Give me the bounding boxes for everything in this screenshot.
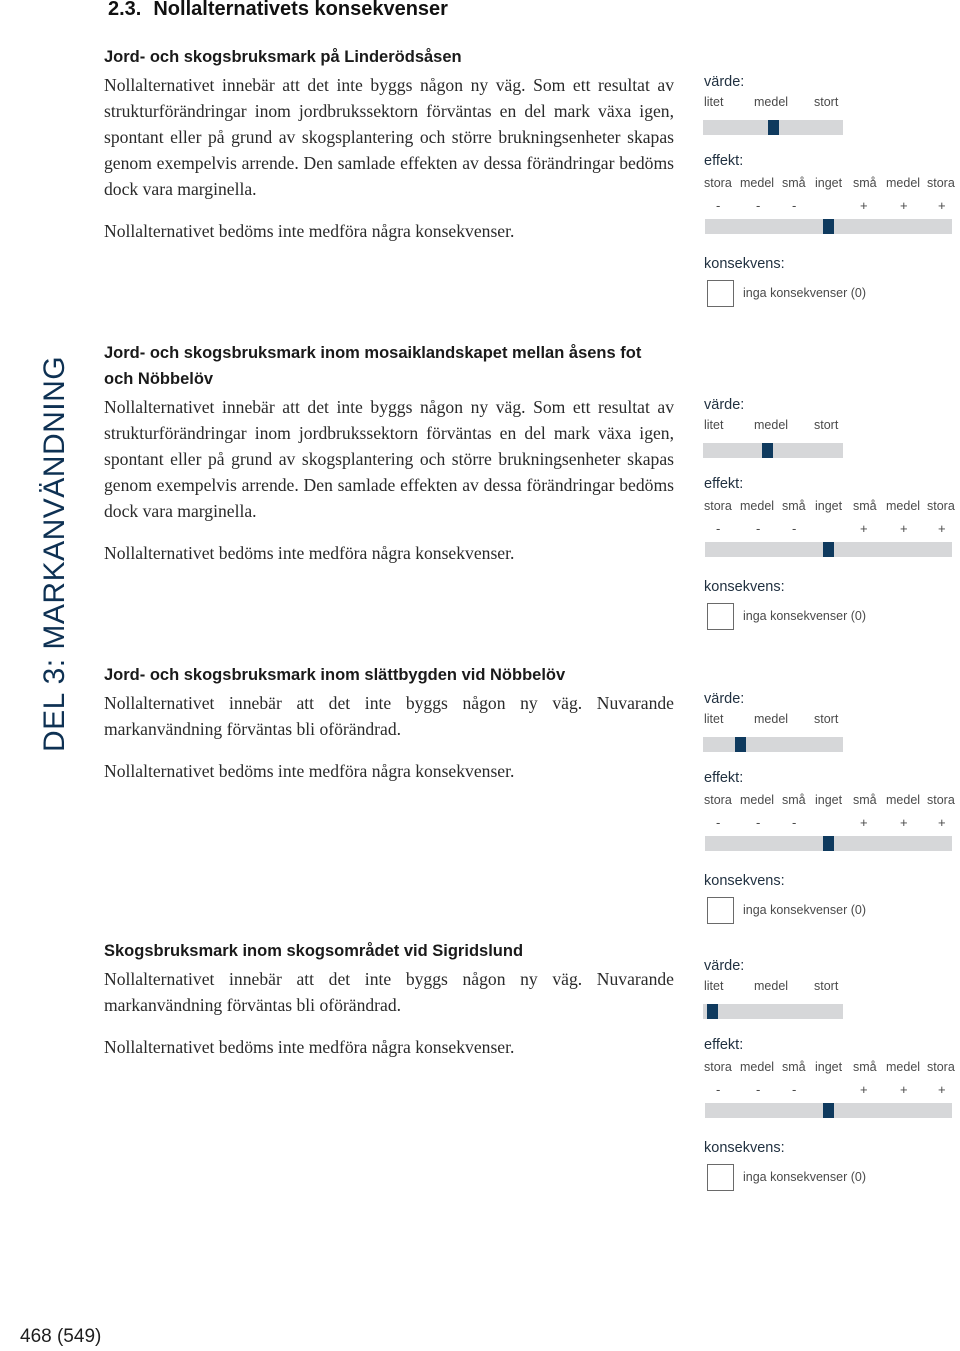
varde-label: värde:: [704, 397, 745, 413]
positive-sign: +: [860, 815, 868, 830]
effekt-label: effekt:: [704, 476, 744, 492]
negative-sign: -: [716, 521, 721, 536]
effekt-tick-label: medel: [886, 176, 921, 190]
negative-sign: -: [792, 198, 797, 213]
effekt-tick-label: medel: [740, 793, 775, 807]
varde-tick-label: stort: [814, 418, 839, 432]
heading-title: Nollalternativets konsekvenser: [153, 0, 448, 20]
page-number: 468 (549): [20, 1326, 102, 1347]
effekt-tick-label: stora: [927, 176, 955, 190]
effekt-tick-label: små: [782, 793, 806, 807]
varde-tick-label: litet: [704, 95, 724, 109]
effekt-tick-label: medel: [740, 499, 775, 513]
negative-sign: -: [716, 815, 721, 830]
varde-tick-label: litet: [704, 418, 724, 432]
effekt-tick-label: små: [782, 499, 806, 513]
konsekvens-value: inga konsekvenser (0): [743, 1170, 866, 1184]
section-conclusion: Nollalternativet bedöms inte medföra några konsekvenser.: [104, 221, 515, 241]
section-conclusion: Nollalternativet bedöms inte medföra några konsekvenser.: [104, 761, 515, 781]
varde-tick-label: stort: [814, 95, 839, 109]
rating-scale: [700, 956, 960, 1196]
varde-marker: [735, 737, 746, 752]
konsekvens-label: konsekvens:: [704, 1140, 785, 1156]
effekt-tick-label: medel: [740, 1060, 775, 1074]
effekt-tick-label: medel: [886, 793, 921, 807]
konsekvens-value: inga konsekvenser (0): [743, 609, 866, 623]
varde-tick-label: litet: [704, 712, 724, 726]
varde-marker: [707, 1004, 718, 1019]
negative-sign: -: [756, 1082, 761, 1097]
varde-tick-label: litet: [704, 979, 724, 993]
effekt-tick-label: inget: [815, 176, 843, 190]
effekt-label: effekt:: [704, 1037, 744, 1053]
varde-bar: [703, 737, 843, 752]
effekt-tick-label: inget: [815, 793, 843, 807]
effekt-marker: [823, 219, 834, 234]
section-sigridslund: [104, 938, 674, 1060]
varde-tick-label: stort: [814, 979, 839, 993]
positive-sign: +: [900, 815, 908, 830]
effekt-tick-label: stora: [704, 176, 732, 190]
varde-tick-label: medel: [754, 418, 789, 432]
konsekvens-value: inga konsekvenser (0): [743, 903, 866, 917]
section-mosaiklandskapet: [104, 340, 674, 566]
rating-scale: [700, 689, 960, 929]
negative-sign: -: [756, 198, 761, 213]
effekt-label: effekt:: [704, 153, 744, 169]
effekt-tick-label: små: [853, 499, 877, 513]
varde-marker: [768, 120, 779, 135]
effekt-tick-label: små: [782, 1060, 806, 1074]
konsekvens-checkbox: [707, 280, 734, 307]
rating-scale: [700, 72, 960, 312]
negative-sign: -: [716, 198, 721, 213]
positive-sign: +: [938, 521, 946, 536]
varde-tick-label: stort: [814, 712, 839, 726]
konsekvens-label: konsekvens:: [704, 873, 785, 889]
rating-scale: [700, 395, 960, 635]
section-body: Nollalternativet innebär att det inte byggs någon ny väg. Som ett resultat av strukturförändringar inom jordbrukssektorn förväntas en del mark växa igen, spontant eller på grund av skogsplantering och större brukningsenheter skapas genom exempelvis arrende. Den samlade effekten av dessa förändringar bedöms dock vara marginella.: [104, 75, 674, 199]
effekt-tick-label: stora: [704, 499, 732, 513]
varde-bar: [703, 1004, 843, 1019]
chapter-heading: [108, 0, 448, 21]
varde-tick-label: medel: [754, 979, 789, 993]
effekt-tick-label: små: [853, 793, 877, 807]
positive-sign: +: [860, 1082, 868, 1097]
varde-bar: [703, 443, 843, 458]
section-body: Nollalternativet innebär att det inte byggs någon ny väg. Som ett resultat av strukturförändringar inom jordbrukssektorn förväntas en del mark växa igen, spontant eller på grund av skogsplantering och större brukningsenheter skapas genom exempelvis arrende. Den samlade effekten av dessa förändringar bedöms dock vara marginella.: [104, 397, 674, 521]
konsekvens-checkbox: [707, 603, 734, 630]
effekt-tick-label: medel: [886, 499, 921, 513]
effekt-tick-label: medel: [886, 1060, 921, 1074]
varde-label: värde:: [704, 74, 745, 90]
negative-sign: -: [756, 815, 761, 830]
section-conclusion: Nollalternativet bedöms inte medföra några konsekvenser.: [104, 1037, 515, 1057]
section-conclusion: Nollalternativet bedöms inte medföra några konsekvenser.: [104, 543, 515, 563]
section-slattbygden: [104, 662, 674, 784]
varde-marker: [762, 443, 773, 458]
section-title: Jord- och skogsbruksmark på Linderödsåsen: [104, 48, 462, 66]
effekt-tick-label: stora: [927, 1060, 955, 1074]
part-side-label: DEL 3: MARKANVÄNDNING: [38, 355, 71, 752]
konsekvens-value: inga konsekvenser (0): [743, 286, 866, 300]
section-linderodsasen: [104, 44, 674, 244]
konsekvens-checkbox: [707, 897, 734, 924]
section-title: Jord- och skogsbruksmark inom slättbygden vid Nöbbelöv: [104, 666, 566, 684]
negative-sign: -: [792, 521, 797, 536]
effekt-tick-label: små: [782, 176, 806, 190]
positive-sign: +: [938, 1082, 946, 1097]
varde-label: värde:: [704, 958, 745, 974]
positive-sign: +: [938, 198, 946, 213]
negative-sign: -: [716, 1082, 721, 1097]
konsekvens-label: konsekvens:: [704, 256, 785, 272]
konsekvens-label: konsekvens:: [704, 579, 785, 595]
section-title: Jord- och skogsbruksmark inom mosaiklandskapet mellan åsens fot och Nöbbelöv: [104, 344, 642, 388]
varde-tick-label: medel: [754, 95, 789, 109]
effekt-tick-label: stora: [704, 793, 732, 807]
effekt-marker: [823, 1103, 834, 1118]
positive-sign: +: [900, 198, 908, 213]
effekt-tick-label: små: [853, 176, 877, 190]
varde-tick-label: medel: [754, 712, 789, 726]
heading-number: 2.3.: [108, 0, 142, 20]
effekt-tick-label: stora: [927, 499, 955, 513]
effekt-tick-label: stora: [704, 1060, 732, 1074]
negative-sign: -: [792, 1082, 797, 1097]
effekt-tick-label: inget: [815, 499, 843, 513]
effekt-tick-label: stora: [927, 793, 955, 807]
negative-sign: -: [756, 521, 761, 536]
varde-label: värde:: [704, 691, 745, 707]
positive-sign: +: [938, 815, 946, 830]
positive-sign: +: [860, 521, 868, 536]
effekt-marker: [823, 836, 834, 851]
section-title: Skogsbruksmark inom skogsområdet vid Sigridslund: [104, 942, 524, 960]
positive-sign: +: [860, 198, 868, 213]
konsekvens-checkbox: [707, 1164, 734, 1191]
effekt-tick-label: medel: [740, 176, 775, 190]
effekt-tick-label: små: [853, 1060, 877, 1074]
section-body: Nollalternativet innebär att det inte byggs någon ny väg. Nuvarande markanvändning förväntas bli oförändrad.: [104, 969, 674, 1015]
positive-sign: +: [900, 1082, 908, 1097]
effekt-tick-label: inget: [815, 1060, 843, 1074]
positive-sign: +: [900, 521, 908, 536]
negative-sign: -: [792, 815, 797, 830]
effekt-label: effekt:: [704, 770, 744, 786]
section-body: Nollalternativet innebär att det inte byggs någon ny väg. Nuvarande markanvändning förväntas bli oförändrad.: [104, 693, 674, 739]
effekt-marker: [823, 542, 834, 557]
